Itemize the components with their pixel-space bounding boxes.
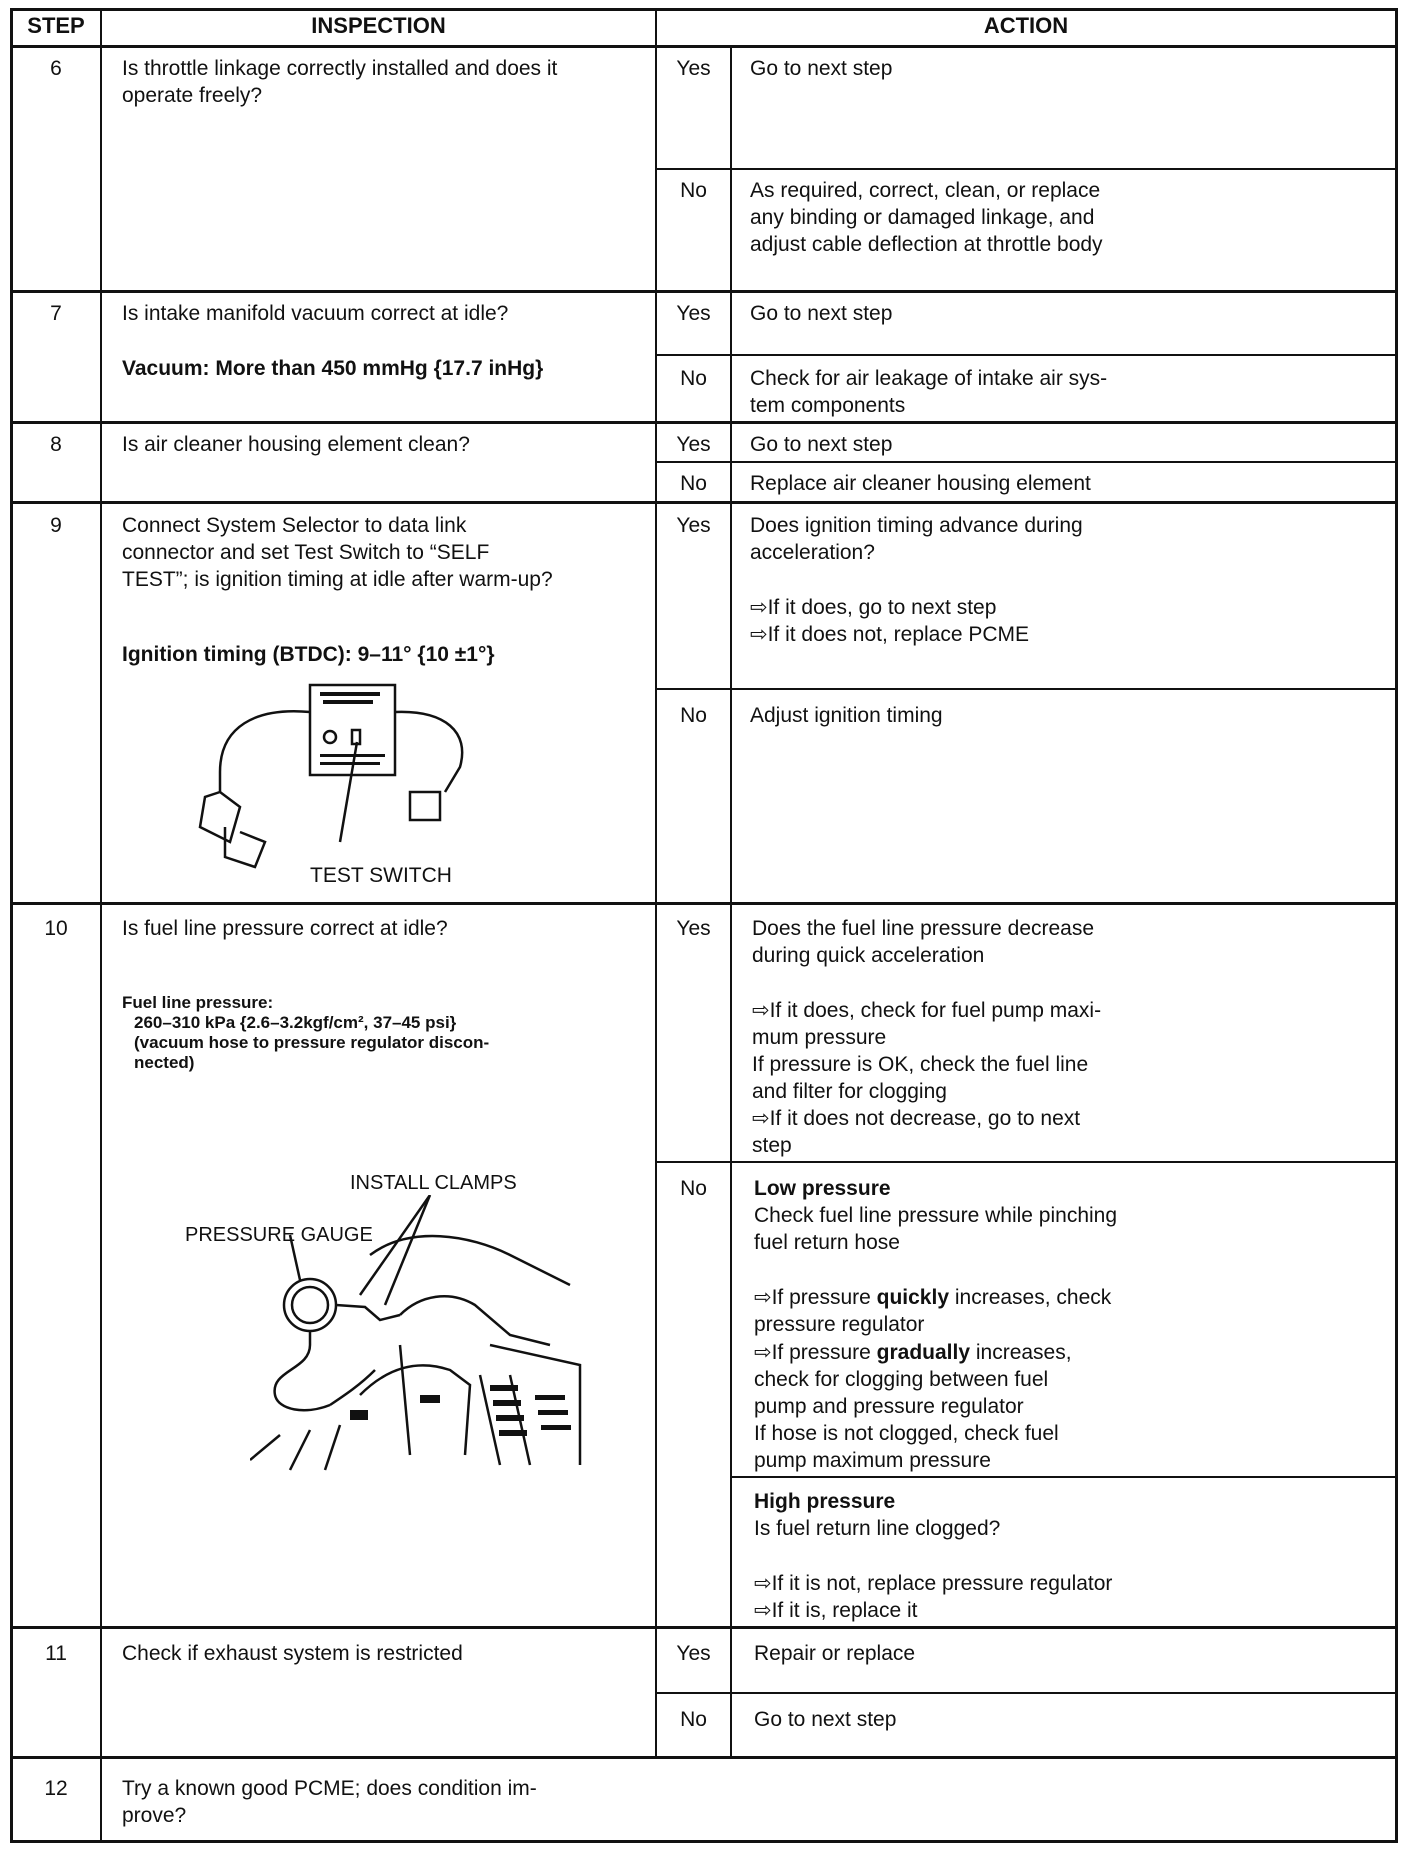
- s10-spec-title: Fuel line pressure:: [122, 993, 274, 1012]
- step-number: 10: [44, 917, 68, 940]
- no-label: No: [680, 367, 707, 390]
- row-divider-9: [10, 902, 1398, 905]
- s11-no-action: Go to next step: [754, 1708, 897, 1731]
- s10-low-bullet-quickly: ⇨If pressure quickly increases, check pressure regulator: [754, 1286, 1112, 1336]
- s10-high-pressure-body: Is fuel return line clogged?: [754, 1517, 1001, 1540]
- table-border-bottom: [10, 1840, 1398, 1843]
- s10-high-bullets: ⇨If it is not, replace pressure regulator ⇨If it is, replace it: [754, 1572, 1113, 1622]
- row-divider-10: [10, 1626, 1398, 1629]
- yes-label: Yes: [676, 1642, 711, 1665]
- s10-yes-no-divider: [655, 1161, 1398, 1163]
- connector-right: [410, 792, 440, 820]
- gauge-leader: [290, 1235, 300, 1280]
- s8-question: Is air cleaner housing element clean?: [122, 433, 470, 456]
- pressure-gauge-label: PRESSURE GAUGE: [185, 1224, 373, 1246]
- s10-spec-body: 260–310 kPa {2.6–3.2kgf/cm², 37–45 psi} (vacuum hose to pressure regulator discon- nected): [134, 1013, 490, 1072]
- s12-question: Try a known good PCME; does condition im- prove?: [122, 1777, 537, 1827]
- yes-label: Yes: [676, 433, 711, 456]
- table-border-right: [1395, 8, 1398, 1843]
- selector-cable-left: [220, 711, 310, 792]
- s9-question: Connect System Selector to data link connector and set Test Switch to “SELF TEST”; is ignition timing at idle after warm-up?: [122, 514, 553, 591]
- step-number: 8: [50, 433, 62, 456]
- s7-question: Is intake manifold vacuum correct at idle?: [122, 302, 509, 325]
- table-border-top: [10, 8, 1398, 11]
- s7-yes-no-divider: [655, 354, 1398, 356]
- step-number: 11: [45, 1642, 67, 1665]
- yes-label: Yes: [676, 514, 711, 537]
- no-label: No: [680, 472, 707, 495]
- yes-label: Yes: [676, 57, 711, 80]
- s10-question: Is fuel line pressure correct at idle?: [122, 917, 448, 940]
- no-label: No: [680, 704, 707, 727]
- header-inspection: INSPECTION: [311, 13, 446, 38]
- row-divider-8: [10, 501, 1398, 504]
- s8-yes-action: Go to next step: [750, 433, 893, 456]
- no-label: No: [680, 1708, 707, 1731]
- s9-yes-bullet: ⇨If it does not, replace PCME: [750, 623, 1030, 646]
- col-divider-inspection: [655, 8, 657, 1757]
- s9-yes-bullet: ⇨If it does, go to next step: [750, 596, 997, 619]
- s9-yes-action: Does ignition timing advance during acceleration?: [750, 514, 1083, 564]
- step-number: 12: [44, 1777, 68, 1800]
- header-action: ACTION: [983, 13, 1069, 38]
- system-selector-illustration: [195, 682, 495, 892]
- header-step: STEP: [27, 13, 85, 38]
- row-divider-6: [10, 290, 1398, 293]
- no-label: No: [680, 179, 707, 202]
- s8-yes-no-divider: [655, 461, 1398, 463]
- s6-yes-no-divider: [655, 168, 1398, 170]
- s9-no-action: Adjust ignition timing: [750, 704, 943, 727]
- s10-yes-bullet-2: ⇨If it does not decrease, go to next step: [752, 1107, 1081, 1157]
- s11-yes-no-divider: [655, 1692, 1398, 1694]
- s7-spec: Vacuum: More than 450 mmHg {17.7 inHg}: [122, 357, 544, 380]
- test-switch-label: TEST SWITCH: [310, 864, 452, 887]
- yes-label: Yes: [676, 917, 711, 940]
- no-label: No: [680, 1177, 707, 1200]
- pressure-gauge-illustration: [250, 1195, 590, 1475]
- row-divider-7: [10, 421, 1398, 424]
- connector-left: [200, 792, 240, 842]
- s8-no-action: Replace air cleaner housing element: [750, 472, 1091, 495]
- s10-low-pressure-body: Check fuel line pressure while pinching fuel return hose: [754, 1204, 1118, 1254]
- s10-yes-bullet-1: ⇨If it does, check for fuel pump maxi- mum pressure If pressure is OK, check the fuel line and filter for clogging: [752, 999, 1102, 1103]
- s10-high-pressure-title: High pressure: [754, 1490, 896, 1513]
- selector-cable-right: [395, 712, 462, 792]
- s6-no-action: As required, correct, clean, or replace any binding or damaged linkage, and adjust cable deflection at throttle body: [750, 179, 1103, 256]
- s6-yes-action: Go to next step: [750, 57, 893, 80]
- header-divider: [10, 45, 1398, 48]
- s6-question: Is throttle linkage correctly installed and does it operate freely?: [122, 57, 558, 107]
- s10-low-high-divider: [730, 1476, 1398, 1478]
- s10-yes-action: Does the fuel line pressure decrease during quick acceleration: [752, 917, 1095, 967]
- step-number: 6: [50, 57, 62, 80]
- row-divider-11: [10, 1756, 1398, 1759]
- s10-low-pressure-title: Low pressure: [754, 1177, 891, 1200]
- install-clamps-label: INSTALL CLAMPS: [350, 1172, 517, 1194]
- s7-no-action: Check for air leakage of intake air sys- tem components: [750, 367, 1108, 417]
- yes-label: Yes: [676, 302, 711, 325]
- col-divider-yesno: [730, 45, 732, 1757]
- s11-question: Check if exhaust system is restricted: [122, 1642, 463, 1665]
- s7-yes-action: Go to next step: [750, 302, 893, 325]
- s9-spec: Ignition timing (BTDC): 9–11° {10 ±1°}: [122, 643, 495, 666]
- col-divider-step: [100, 8, 102, 1843]
- s11-yes-action: Repair or replace: [754, 1642, 916, 1665]
- step-number: 7: [50, 302, 62, 325]
- s10-low-bullet-gradually: ⇨If pressure gradually increases, check for clogging between fuel pump and pressure regulator If hose is not clogged, check fuel pump maximum pressure: [754, 1341, 1072, 1472]
- s9-yes-no-divider: [655, 688, 1398, 690]
- step-number: 9: [50, 514, 62, 537]
